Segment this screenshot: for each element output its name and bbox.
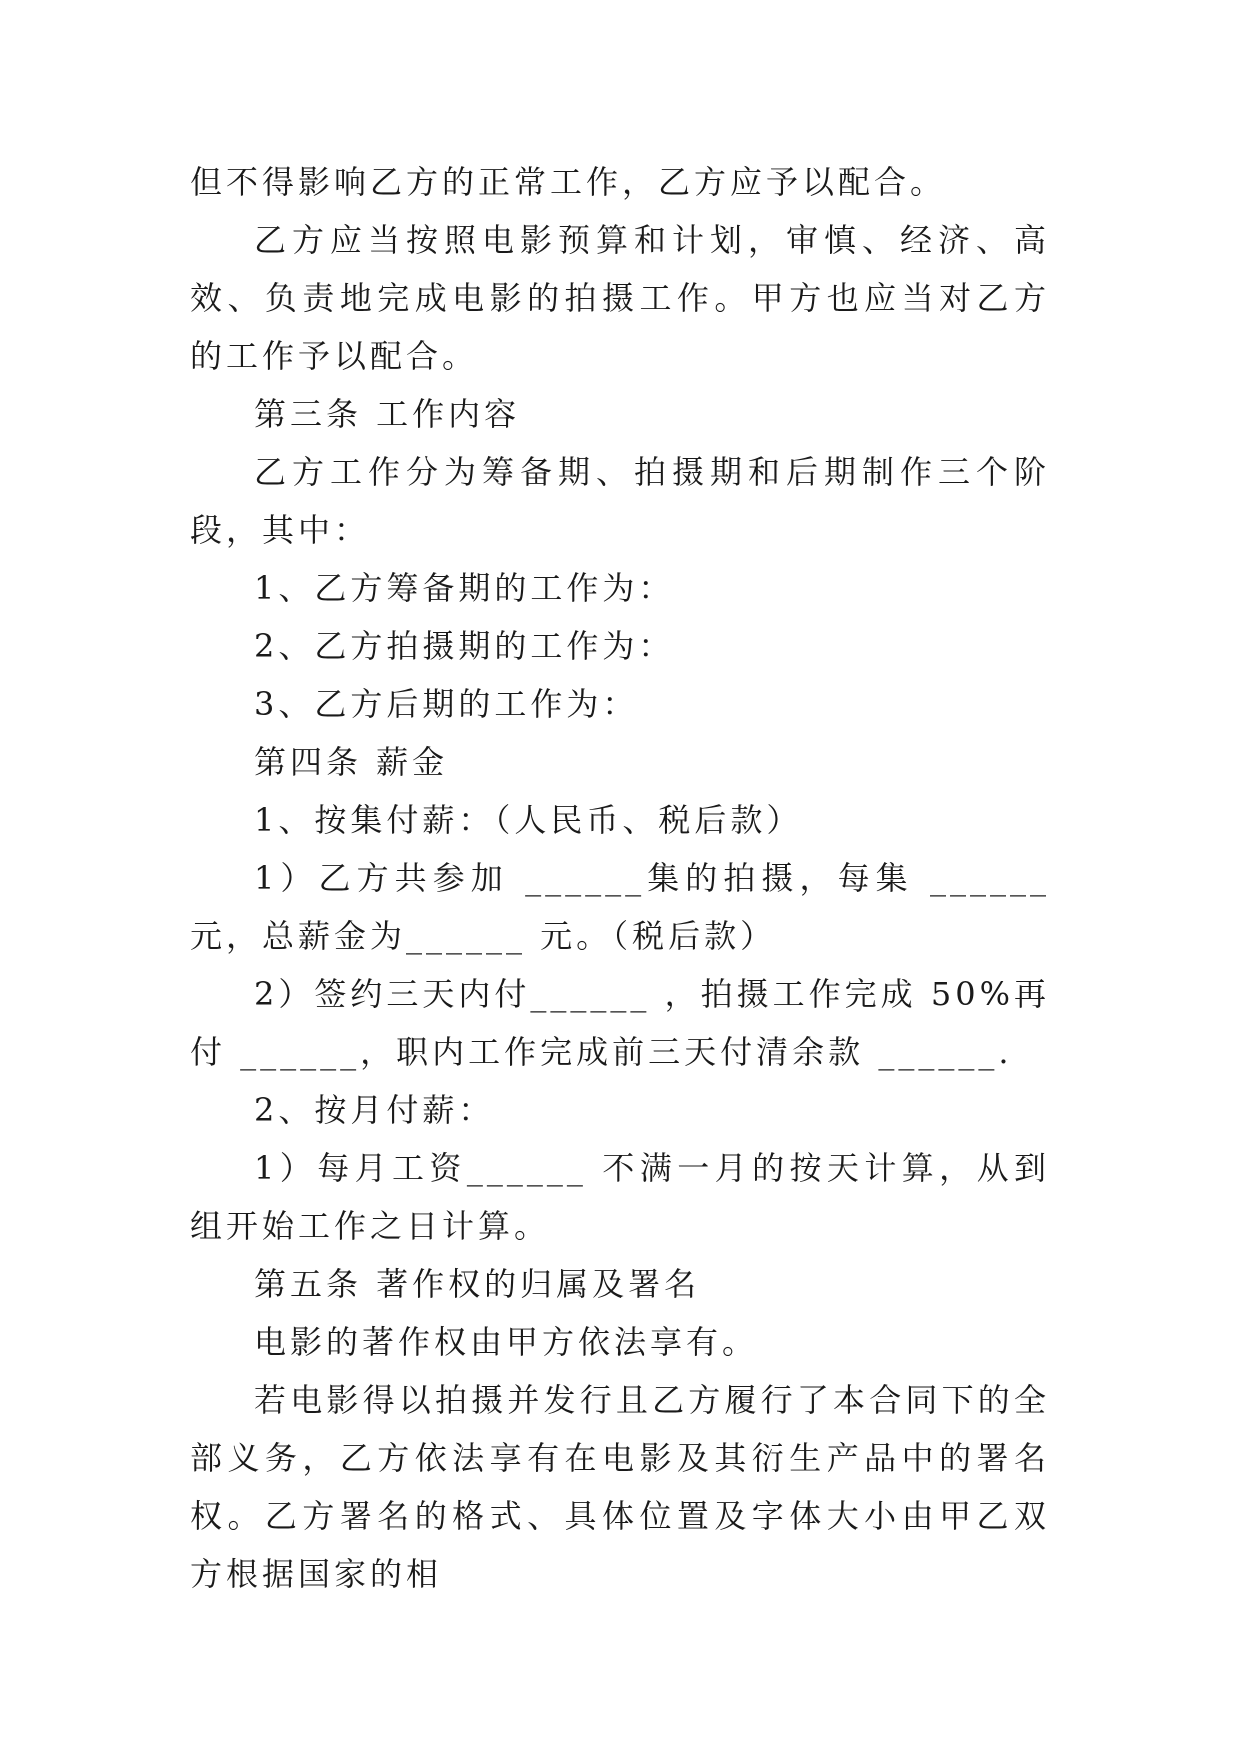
paragraph: 2）签约三天内付______ ，拍摄工作完成 50%再付 ______，职内工作完成前三天付清余款 ______. <box>190 975 1050 1071</box>
section-heading: 第五条 著作权的归属及署名 <box>254 1265 701 1303</box>
paragraph: 乙方工作分为筹备期、拍摄期和后期制作三个阶段，其中： <box>190 453 1050 549</box>
paragraph: 但不得影响乙方的正常工作，乙方应予以配合。 <box>190 163 947 201</box>
paragraph: 电影的著作权由甲方依法享有。 <box>254 1323 759 1361</box>
list-item: 1、乙方筹备期的工作为： <box>254 569 675 607</box>
list-item: 2、乙方拍摄期的工作为： <box>254 627 675 665</box>
section-heading: 第四条 薪金 <box>254 743 449 781</box>
paragraph: 乙方应当按照电影预算和计划，审慎、经济、高效、负责地完成电影的拍摄工作。甲方也应当对乙方的工作予以配合。 <box>190 221 1050 375</box>
paragraph: 若电影得以拍摄并发行且乙方履行了本合同下的全部义务，乙方依法享有在电影及其衍生产品中的署名权。乙方署名的格式、具体位置及字体大小由甲乙双方根据国家的相 <box>190 1381 1050 1593</box>
list-item: 1、按集付薪：（人民币、税后款） <box>254 801 803 839</box>
paragraph: 1）每月工资______ 不满一月的按天计算，从到组开始工作之日计算。 <box>190 1149 1050 1245</box>
section-heading: 第三条 工作内容 <box>254 395 521 433</box>
list-item: 2、按月付薪： <box>254 1091 495 1129</box>
paragraph: 1）乙方共参加 ______集的拍摄，每集 ______元，总薪金为______ 元。（税后款） <box>190 859 1050 955</box>
list-item: 3、乙方后期的工作为： <box>254 685 639 723</box>
document-body <box>190 153 1050 1603</box>
